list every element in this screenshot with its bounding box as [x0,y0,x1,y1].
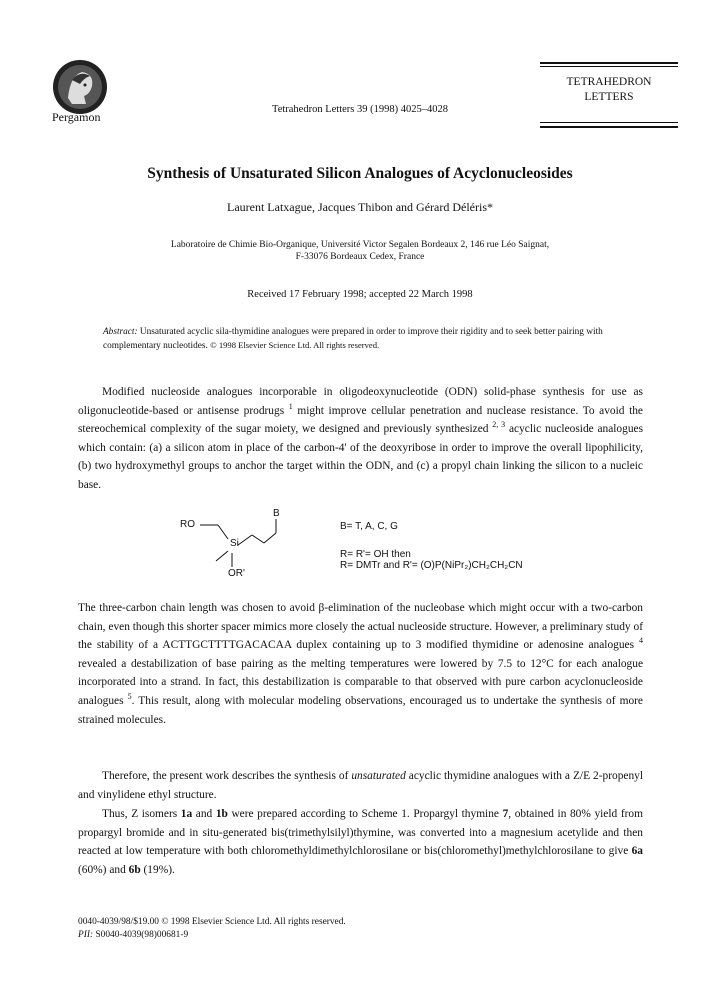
p3-text-b: acyclic thymidine analogues with a Z/E 2-propenyl and vinylidene ethyl structure. [78,770,643,801]
ref-2-3: 2, 3 [492,420,506,430]
compound-6a: 6a [631,845,643,858]
p4-text-b: were prepared according to Scheme 1. Propargyl thymine [231,808,499,820]
structure-legend [340,522,398,533]
ref-5: 5 [127,692,132,702]
p1-text-b: might improve cellular penetration and nuclease resistance. To avoid the stereochemical complexity of the sugar moiety, we designed and previously synthesized [78,404,643,436]
p4-and: and [195,808,213,820]
p4-text-d: (60%) and [78,863,126,876]
footer-pii [78,929,346,942]
publisher-name: Pergamon [52,110,101,124]
pii-label: PII: [78,930,94,940]
structure-label-Si: Si [230,538,239,549]
p2-text-a: The three-carbon chain length was chosen to avoid β-elimination of the nucleobase which might occur with a two-carbon chain, even though this shorter spacer mimics more closely the actual nucleoside structure. However, a preliminary study of the stability of a ACTTGCTTTTGACACAA duplex containing up to 3 modified thymidine or adenosine analogues [78,602,643,652]
journal-name-line1: TETRAHEDRON [566,76,652,88]
compound-1a: 1a [180,808,193,820]
paragraph-4 [78,805,643,879]
footer [78,916,346,942]
footer-copyright: 0040-4039/98/$19.00 © 1998 Elsevier Science Ltd. All rights reserved. [78,917,346,927]
article-title: Synthesis of Unsaturated Silicon Analogues of Acyclonucleosides [147,165,573,182]
p4-text-a: Thus, Z isomers [102,808,178,820]
compound-7: 7 [502,808,509,820]
paragraph-1 [78,383,643,495]
compound-6b: 6b [128,863,141,876]
abstract-text: Unsaturated acyclic sila-thymidine analogues were prepared in order to improve their rigidity and to seek better pairing with complementary nucleotides. [103,327,603,351]
p1-text-c: acyclic nucleoside analogues which contain: (a) a silicon atom in place of the carbon-4' of the deoxyribose in order to improve the overall lipophilicity, (b) two hydroxymethyl groups to anchor the target within the ODN, and (c) a propyl chain linking the silicon to a nucleic base. [78,423,644,491]
compound-1b: 1b [215,808,228,820]
received-dates: Received 17 February 1998; accepted 22 March 1998 [247,289,473,300]
legend-line2: R= R'= OH then [340,549,411,560]
header-rule-top-2 [540,66,678,67]
p1-text-a: Modified nucleoside analogues incorporable in oligodeoxynucleotide (ODN) solid-phase synthesis for use as oligonucleotide-based or antisense prodrugs [78,386,643,417]
ref-4: 4 [639,636,643,646]
structure-legend-2 [340,550,523,571]
journal-name [548,75,670,105]
paragraph-3 [78,767,643,804]
abstract-copyright: © 1998 Elsevier Science Ltd. All rights reserved. [210,339,380,350]
affiliation-line1: Laboratoire de Chimie Bio-Organique, Université Victor Segalen Bordeaux 2, 146 rue Léo Saignat, [170,240,550,250]
header-rule-top [540,62,678,64]
affiliation [100,239,620,263]
chemical-structure [180,505,320,585]
ref-1: 1 [288,401,293,411]
p2-text-c: . This result, along with molecular modeling observations, encouraged us to undertake the synthesis of more strained molecules. [78,694,643,726]
article-authors: Laurent Latxague, Jacques Thibon and Gérard Déléris* [226,200,493,214]
pii-value: S0040-4039(98)00681-9 [93,930,189,940]
journal-name-line2: LETTERS [584,91,634,103]
paragraph-2 [78,599,643,729]
affiliation-line2: F-33076 Bordeaux Cedex, France [295,252,425,262]
p4-text-e: (19%). [143,863,175,876]
p4-text-c: , obtained in 80% yield from propargyl bromide and in situ-generated bis(trimethylsilyl)thymine, was converted into a magnesium acetylide and then reacted at low temperature with both chloromethyldimethylchlorosilane or bis(chloromethyl)methylchlorosilane to give [78,808,643,858]
p3-emphasis: unsaturated [351,770,406,782]
p2-text-b: revealed a destabilization of base pairing as the melting temperatures were lowered by 7.5 to 12°C for each analogue incorporated into a strand. In fact, this destabilization is comparable to that observed with pure carbon acyclonucleoside analogues [78,657,643,707]
structure-label-RO: RO [180,519,195,530]
header-rule-bottom [540,122,678,123]
legend-line1: B= T, A, C, G [340,521,398,532]
journal-reference: Tetrahedron Letters 39 (1998) 4025–4028 [272,104,448,115]
legend-line3: R= DMTr and R'= (O)P(NiPr₂)CH₂CH₂CN [340,559,523,571]
header-rule-bottom-2 [540,126,678,128]
abstract [103,326,633,352]
p3-text-a: Therefore, the present work describes the synthesis of [102,770,349,782]
structure-label-B: B [273,508,280,519]
structure-label-OR: OR' [228,568,245,579]
abstract-label: Abstract: [103,327,138,337]
